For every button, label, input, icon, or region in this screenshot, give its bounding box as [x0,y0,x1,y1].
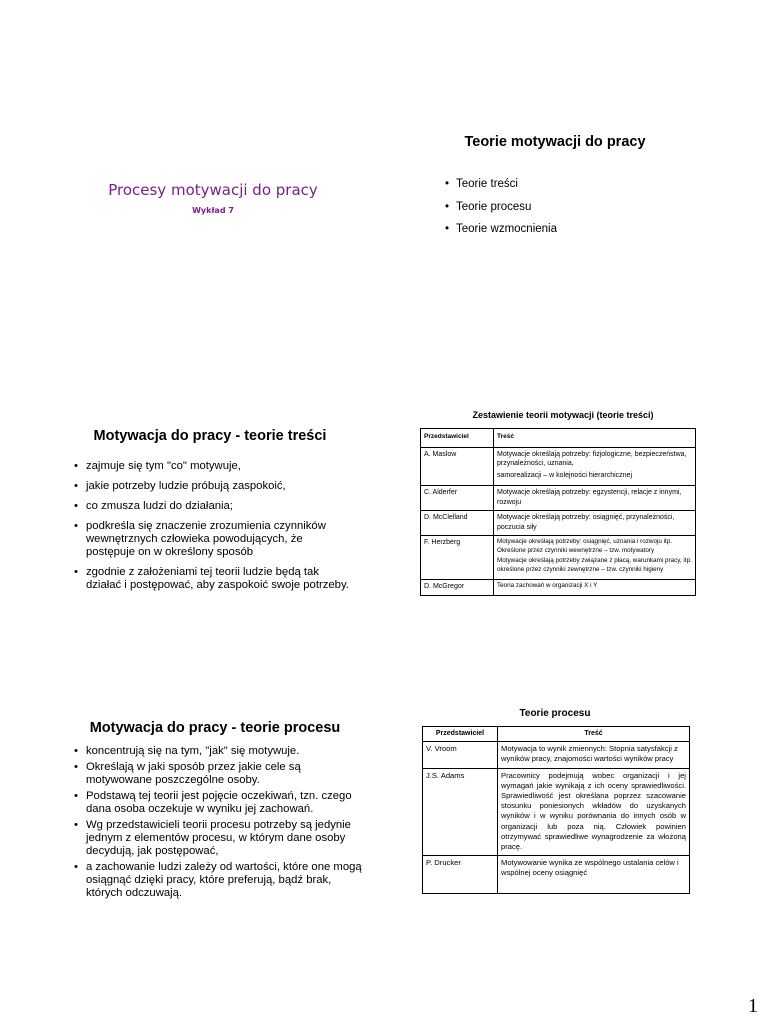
list-item: • co zmusza ludzi do działania; [72,500,352,513]
list-item: • Teorie wzmocnienia [445,223,557,235]
table-header-row [423,727,690,742]
table-row [421,511,696,536]
table-cell-name: A. Maslow [421,447,494,486]
table-cell-text [494,536,696,580]
table-cell-name: J.S. Adams [423,768,498,856]
page-number: 1 [748,995,758,1017]
table-header: Treść [494,429,696,448]
slide5-list [72,745,367,903]
table-row [421,447,696,486]
list-item: • Wg przedstawicieli teorii procesu potrzeby są jedynie jednym z elementów procesu, w którym dane osoby decydują, jak postępować, [72,819,367,858]
table-cell-text: Motywacje określają potrzeby: osiągnięć, przynależności, poczucia siły [494,511,696,536]
table-row [423,856,690,894]
table-header: Przedstawiciel [421,429,494,448]
table-cell-text: Motywacja to wynik zmiennych: Stopnia satysfakcji z wyników pracy, znajomości wartości wyników pracy [498,742,690,768]
slide1-subtitle: Wykład 7 [192,206,234,215]
content-theories-table [420,428,696,596]
table-header-row [421,429,696,448]
cell-paragraph: Motywacje określają potrzeby związane z płacą, warunkami pracy, itp. określone przez czynniki zewnętrzne – tzw. czynniki higieny [497,557,692,573]
table-cell-name: V. Vroom [423,742,498,768]
slide4-title: Zestawienie teorii motywacji (teorie treści) [472,410,654,420]
list-item: • Teorie treści [445,178,557,190]
slide3-list [72,460,352,599]
slide1-title: Procesy motywacji do pracy [108,181,318,199]
slide6-title: Teorie procesu [519,708,591,719]
list-item: • koncentrują się na tym, "jak" się motywuje. [72,745,367,758]
slide5-title: Motywacja do pracy - teorie procesu [89,720,341,736]
table-row [421,580,696,596]
table-header: Przedstawiciel [423,727,498,742]
list-item: • Określają w jaki sposób przez jakie cele są motywowane poszczególne osoby. [72,761,367,787]
list-item: • zajmuje się tym "co" motywuje, [72,460,352,473]
table-row [421,536,696,580]
slide2-list [445,178,557,246]
table-cell-text: Motywacje określają potrzeby: egzystencji, relacje z innymi, rozwoju [494,486,696,511]
list-item: • Podstawą tej teorii jest pojęcie oczekiwań, tzn. czego dana osoba oczekuje w wyniku jej zachowań. [72,790,367,816]
cell-paragraph: samorealizacji – w kolejności hierarchicznej [497,471,632,479]
table-cell-text: Pracownicy podejmują wobec organizacji i jej wymagań jakie wynikają z ich oceny sprawiedliwości. Sprawiedliwość jest określana poprzez szacowanie stosunku poniesionych wkładów do uzyskanych wyników i w wyniku porównania do innych osób w organizacji lub poza nią. Człowiek powinien otrzymywać sprawiedliwe wynagrodzenie za włożoną pracę. [498,768,690,856]
list-item: • podkreśla się znaczenie zrozumienia czynników wewnętrznych człowieka powodujących, że postępuje on w określony sposób [72,520,352,559]
table-cell-name: D. McClelland [421,511,494,536]
list-item: • Teorie procesu [445,201,557,213]
process-theories-table [422,726,690,894]
table-cell-text: Motywowanie wynika ze wspólnego ustalania celów i wspólnej oceny osiągnięć [498,856,690,894]
table-cell-name: P. Drucker [423,856,498,894]
table-cell-text [494,447,696,486]
list-item: • zgodnie z założeniami tej teorii ludzie będą tak działać i postępować, aby zaspokoić swoje potrzeby. [72,566,352,592]
cell-paragraph: Motywacje określają potrzeby: fizjologiczne, bezpieczeństwa, przynależności, uznania, [497,450,687,467]
cell-paragraph: Motywacje określają potrzeby: osiągnięć, uznania i rozwoju itp. Określone przez czynniki wewnętrzne – tzw. motywatory [497,538,672,554]
table-row [423,768,690,856]
list-item: • a zachowanie ludzi zależy od wartości, które one mogą osiągnąć dzięki pracy, które preferują, bądź brak, których odczuwają. [72,861,367,900]
table-cell-name: D. McGregor [421,580,494,596]
list-item: • jakie potrzeby ludzie próbują zaspokoić, [72,480,352,493]
table-row [423,742,690,768]
slide3-title: Motywacja do pracy - teorie treści [93,428,327,444]
slide2-title: Teorie motywacji do pracy [464,134,646,150]
table-cell-text: Teoria zachowań w organizacji X i Y [494,580,696,596]
table-row [421,486,696,511]
table-cell-name: C. Alderfer [421,486,494,511]
table-header: Treść [498,727,690,742]
table-cell-name: F. Herzberg [421,536,494,580]
